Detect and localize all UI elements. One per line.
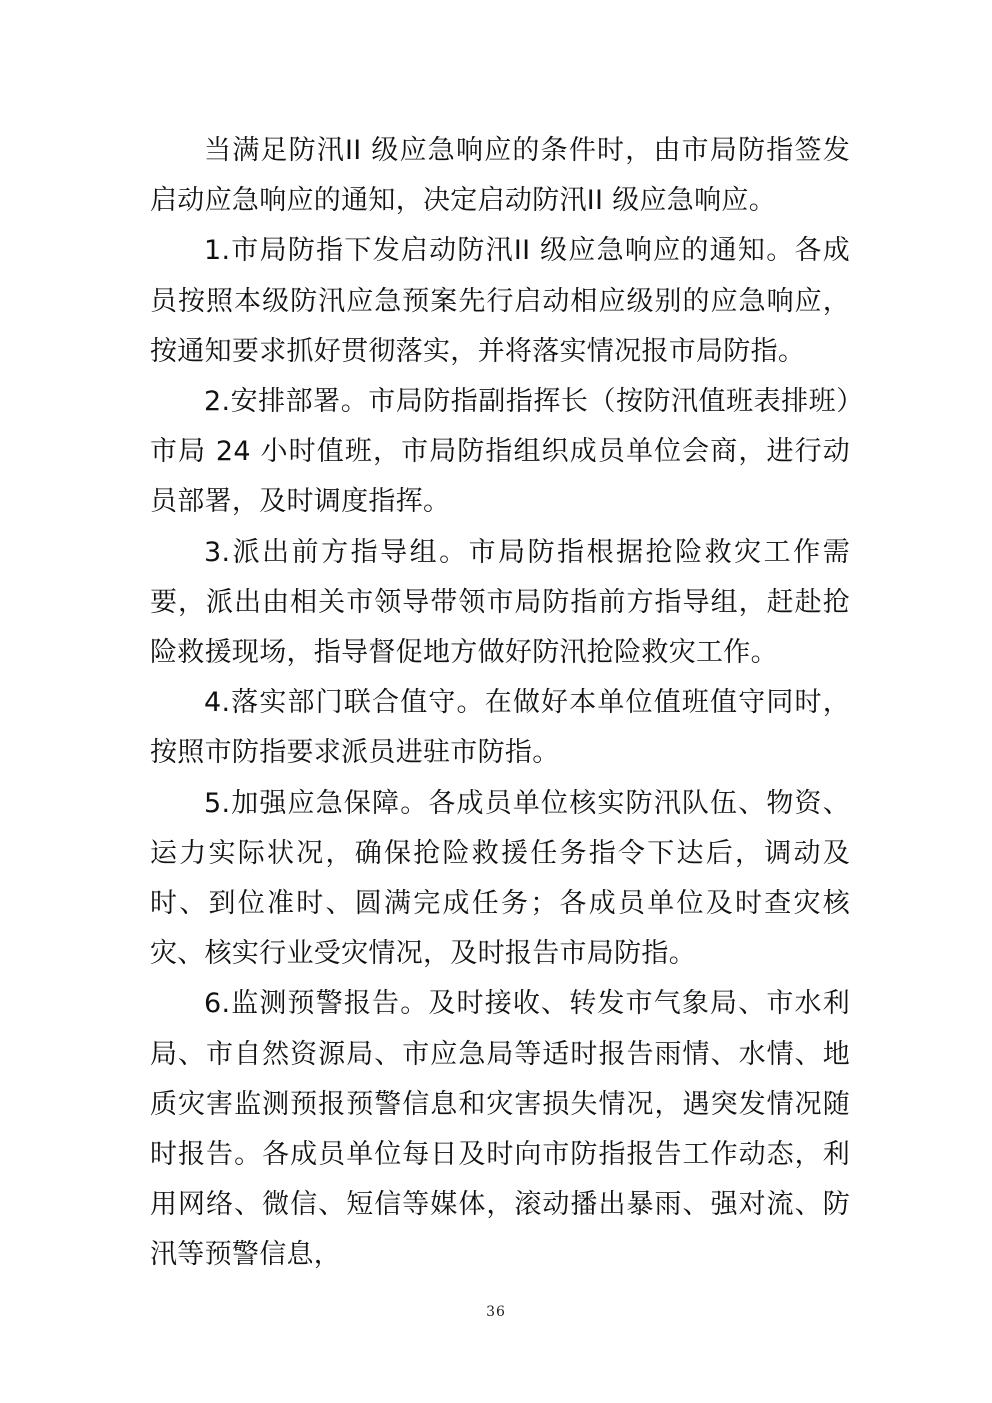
paragraph-item-4: 4.落实部门联合值守。在做好本单位值班值守同时，按照市防指要求派员进驻市防指。 <box>150 687 850 769</box>
paragraph-item-5: 5.加强应急保障。各成员单位核实防汛队伍、物资、运力实际状况，确保抢险救援任务指令下达后，调动及时、到位准时、圆满完成任务；各成员单位及时查灾核灾、核实行业受灾情况，及时报告市局防指。 <box>150 787 850 970</box>
paragraph-item-1: 1.市局防指下发启动防汛II 级应急响应的通知。各成员按照本级防汛应急预案先行启动相应级别的应急响应，按通知要求抓好贯彻落实，并将落实情况报市局防指。 <box>150 235 850 367</box>
body-text <box>150 126 850 1281</box>
paragraph-item-2: 2.安排部署。市局防指副指挥长（按防汛值班表排班）市局 24 小时值班，市局防指组织成员单位会商，进行动员部署，及时调度指挥。 <box>150 386 850 518</box>
page-number: 36 <box>486 1304 506 1320</box>
paragraph-item-3: 3.派出前方指导组。市局防指根据抢险救灾工作需要，派出由相关市领导带领市局防指前方指导组，赶赴抢险救援现场，指导督促地方做好防汛抢险救灾工作。 <box>150 536 850 669</box>
paragraph-item-6: 6.监测预警报告。及时接收、转发市气象局、市水利局、市自然资源局、市应急局等适时报告雨情、水情、地质灾害监测预报预警信息和灾害损失情况，遇突发情况随时报告。各成员单位每日及时向市防指报告工作动态，利用网络、微信、短信等媒体，滚动播出暴雨、强对流、防汛等预警信息， <box>150 988 850 1271</box>
paragraph-intro: 当满足防汛II 级应急响应的条件时，由市局防指签发启动应急响应的通知，决定启动防汛II 级应急响应。 <box>150 135 850 217</box>
